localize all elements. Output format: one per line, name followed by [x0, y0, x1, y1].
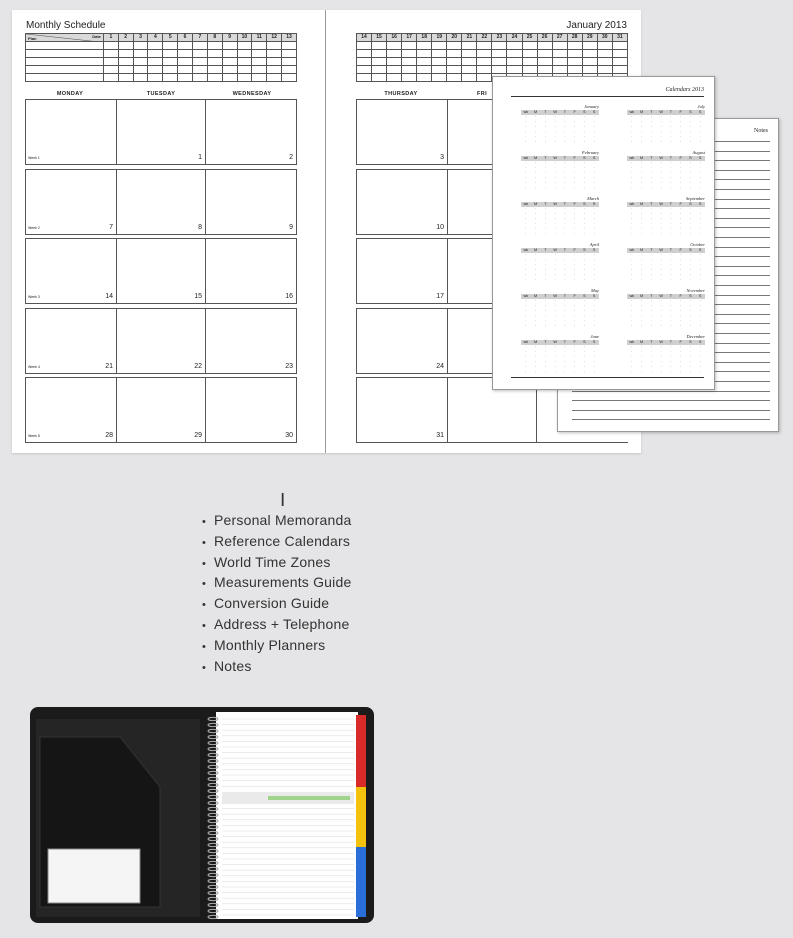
bullet-icon: •	[202, 661, 207, 674]
right-page-title: January 2013	[566, 20, 627, 31]
title-rule	[511, 96, 704, 97]
day-cell-tuesday	[115, 100, 206, 164]
card-window	[48, 849, 140, 903]
tab-yellow	[356, 787, 366, 847]
mini-month-name: February	[582, 150, 599, 155]
date-header: 21	[462, 34, 477, 42]
mini-month-name: November	[686, 288, 705, 293]
day-number: 31	[436, 432, 444, 439]
week-row	[25, 99, 297, 165]
date-header: 2	[118, 34, 133, 42]
mini-month-grid: wk M T W T F S S · · · · · · · · · · · · · · · · · · · · · · · · · · · · · · · · · · · · · · · · · · · · · · · ·	[627, 294, 705, 330]
date-header: 17	[402, 34, 417, 42]
day-number: 1	[198, 154, 202, 161]
list-item: • Reference Calendars	[202, 531, 351, 552]
list-item: • Measurements Guide	[202, 572, 351, 593]
tab-blue	[356, 847, 366, 917]
bottom-rule	[511, 377, 704, 378]
date-header: 22	[477, 34, 492, 42]
plan-date-label-cell	[26, 34, 104, 42]
day-number: 2	[289, 154, 293, 161]
date-header: 8	[207, 34, 222, 42]
day-cell-thursday	[356, 170, 448, 234]
calendar-sheet-title: Calendars 2013	[665, 87, 704, 93]
tab-red	[356, 715, 366, 787]
date-header: 14	[357, 34, 372, 42]
list-item: • Conversion Guide	[202, 593, 351, 614]
day-cell-wednesday	[206, 239, 297, 303]
mini-month	[627, 150, 705, 194]
mini-month-name: March	[587, 196, 599, 201]
date-header: 10	[237, 34, 252, 42]
right-planning-grid	[356, 33, 628, 82]
mini-month	[521, 288, 599, 332]
date-header: 24	[507, 34, 522, 42]
day-number: 3	[440, 154, 444, 161]
notes-rule	[572, 419, 770, 420]
day-header-monday: MONDAY	[56, 91, 84, 97]
bullet-icon: •	[202, 516, 207, 528]
date-header: 13	[282, 34, 297, 42]
day-cell-tuesday	[115, 170, 206, 234]
week-row	[25, 169, 297, 235]
week-label: Week 3	[28, 295, 40, 299]
day-cell-wednesday	[206, 378, 297, 442]
mini-month	[627, 334, 705, 378]
mini-month-grid: wk M T W T F S S · · · · · · · · · · · · · · · · · · · · · · · · · · · · · · · · · · · · · · · · · · · · · · · ·	[521, 202, 599, 238]
bullet-icon: •	[202, 599, 207, 612]
mini-month-name: April	[589, 242, 599, 247]
date-header: 27	[552, 34, 567, 42]
day-cell-wednesday	[206, 170, 297, 234]
mini-month	[521, 334, 599, 378]
spread-gutter	[325, 10, 326, 453]
list-item: • Notes	[202, 656, 351, 677]
day-header-wednesday: WEDNESDAY	[232, 91, 272, 97]
week-label: Week 5	[28, 434, 40, 438]
date-header: 9	[222, 34, 237, 42]
mini-month-grid: wk M T W T F S S · · · · · · · · · · · · · · · · · · · · · · · · · · · · · · · · · · · · · · · · · · · · · · · ·	[627, 340, 705, 376]
bullet-icon: •	[202, 557, 207, 570]
day-number: 21	[105, 363, 113, 370]
day-cell-tuesday	[115, 378, 206, 442]
week-row	[25, 308, 297, 374]
day-cell-thursday	[356, 100, 448, 164]
mini-month-name: December	[686, 334, 705, 339]
mini-month	[521, 150, 599, 194]
bullet-icon: •	[202, 619, 207, 632]
mini-month-grid: wk M T W T F S S · · · · · · · · · · · · · · · · · · · · · · · · · · · · · · · · · · · · · · · · · · · · · · · ·	[627, 248, 705, 284]
mini-month-grid: wk M T W T F S S · · · · · · · · · · · · · · · · · · · · · · · · · · · · · · · · · · · · · · · · · · · · · · · ·	[521, 248, 599, 284]
day-cell-thursday	[356, 309, 448, 373]
mini-month-name: October	[690, 242, 705, 247]
text-cursor-icon: I	[280, 490, 286, 511]
date-header: 26	[537, 34, 552, 42]
date-header: 12	[267, 34, 282, 42]
mini-month	[521, 242, 599, 286]
mini-month	[627, 104, 705, 148]
day-cell-thursday	[356, 239, 448, 303]
day-number: 9	[289, 224, 293, 231]
mini-month-grid: wk M T W T F S S · · · · · · · · · · · · · · · · · · · · · · · · · · · · · · · · · · · · · · · · · · · · · · · ·	[521, 340, 599, 376]
mini-month	[627, 288, 705, 332]
day-number: 7	[109, 224, 113, 231]
list-item: • World Time Zones	[202, 552, 351, 573]
day-number: 14	[105, 293, 113, 300]
day-number: 30	[285, 432, 293, 439]
planner-page	[216, 712, 358, 919]
date-header: 20	[447, 34, 462, 42]
day-header-friday: FRI	[477, 91, 488, 97]
day-cell-thursday	[356, 378, 448, 442]
mini-month-grid: wk M T W T F S S · · · · · · · · · · · · · · · · · · · · · · · · · · · · · · · · · · · · · · · · · · · · · · · ·	[627, 202, 705, 238]
list-item: • Personal Memoranda	[202, 510, 351, 531]
day-cell-wednesday	[206, 309, 297, 373]
day-cell-monday	[25, 100, 117, 164]
green-highlight	[268, 796, 350, 800]
notes-rule	[572, 410, 770, 411]
mini-month-name: July	[697, 104, 705, 109]
mini-month-grid: wk M T W T F S S · · · · · · · · · · · · · · · · · · · · · · · · · · · · · · · · · · · · · · · · · · · · · · · ·	[521, 156, 599, 192]
day-header-tuesday: TUESDAY	[146, 91, 176, 97]
mini-month	[627, 196, 705, 240]
mini-month-grid: wk M T W T F S S · · · · · · · · · · · · · · · · · · · · · · · · · · · · · · · · · · · · · · · · · · · · · · · ·	[521, 294, 599, 330]
notes-rule	[572, 391, 770, 392]
mini-month-name: June	[590, 334, 599, 339]
mini-month	[627, 242, 705, 286]
bullet-icon: •	[202, 536, 207, 549]
date-header: 18	[417, 34, 432, 42]
day-header-thursday: THURSDAY	[384, 91, 418, 97]
day-number: 8	[198, 224, 202, 231]
mini-month-grid: wk M T W T F S S · · · · · · · · · · · · · · · · · · · · · · · · · · · · · · · · · · · · · · · · · · · · · · · ·	[627, 156, 705, 192]
day-number: 10	[436, 224, 444, 231]
bullet-icon: •	[202, 578, 207, 591]
date-header: 4	[148, 34, 163, 42]
day-number: 15	[194, 293, 202, 300]
date-header: 16	[387, 34, 402, 42]
left-planning-grid	[25, 33, 297, 82]
mini-month-name: January	[584, 104, 599, 109]
date-header: 30	[597, 34, 612, 42]
date-header: 7	[192, 34, 207, 42]
mini-month	[521, 104, 599, 148]
bullet-icon: •	[202, 640, 207, 653]
day-number: 16	[285, 293, 293, 300]
mini-month-name: August	[692, 150, 705, 155]
week-label: Week 1	[28, 156, 40, 160]
list-item: • Monthly Planners	[202, 635, 351, 656]
date-label: Date	[92, 34, 101, 39]
notes-title: Notes	[754, 128, 768, 134]
day-cell-monday	[25, 239, 117, 303]
day-cell-monday	[25, 309, 117, 373]
date-header: 25	[522, 34, 537, 42]
date-header: 5	[163, 34, 178, 42]
date-header: 1	[103, 34, 118, 42]
date-header: 29	[582, 34, 597, 42]
mini-month-name: September	[686, 196, 705, 201]
day-cell-tuesday	[115, 239, 206, 303]
plan-label: Plan	[28, 36, 37, 41]
week-label: Week 2	[28, 226, 40, 230]
day-number: 17	[436, 293, 444, 300]
left-page-title: Monthly Schedule	[26, 20, 106, 31]
date-header: 6	[178, 34, 193, 42]
day-cell-monday	[25, 170, 117, 234]
date-header: 19	[432, 34, 447, 42]
date-header: 3	[133, 34, 148, 42]
day-number: 24	[436, 363, 444, 370]
planner-binder-image	[30, 707, 374, 923]
date-header: 23	[492, 34, 507, 42]
day-number: 29	[194, 432, 202, 439]
mini-month-grid: wk M T W T F S S · · · · · · · · · · · · · · · · · · · · · · · · · · · · · · · · · · · · · · · · · · · · · · · ·	[627, 110, 705, 146]
date-header: 28	[567, 34, 582, 42]
week-row	[25, 238, 297, 304]
date-header: 31	[612, 34, 627, 42]
calendar-sheet	[492, 76, 715, 390]
feature-list	[202, 510, 351, 676]
notes-rule	[572, 400, 770, 401]
date-header: 11	[252, 34, 267, 42]
week-label: Week 4	[28, 365, 40, 369]
day-cell-wednesday	[206, 100, 297, 164]
date-header: 15	[372, 34, 387, 42]
list-item: • Address + Telephone	[202, 614, 351, 635]
mini-month	[521, 196, 599, 240]
mini-month-grid: wk M T W T F S S · · · · · · · · · · · · · · · · · · · · · · · · · · · · · · · · · · · · · · · · · · · · · · · ·	[521, 110, 599, 146]
week-row	[25, 377, 297, 443]
day-number: 28	[105, 432, 113, 439]
day-number: 22	[194, 363, 202, 370]
day-cell-monday	[25, 378, 117, 442]
day-number: 23	[285, 363, 293, 370]
day-cell-tuesday	[115, 309, 206, 373]
mini-month-name: May	[591, 288, 599, 293]
